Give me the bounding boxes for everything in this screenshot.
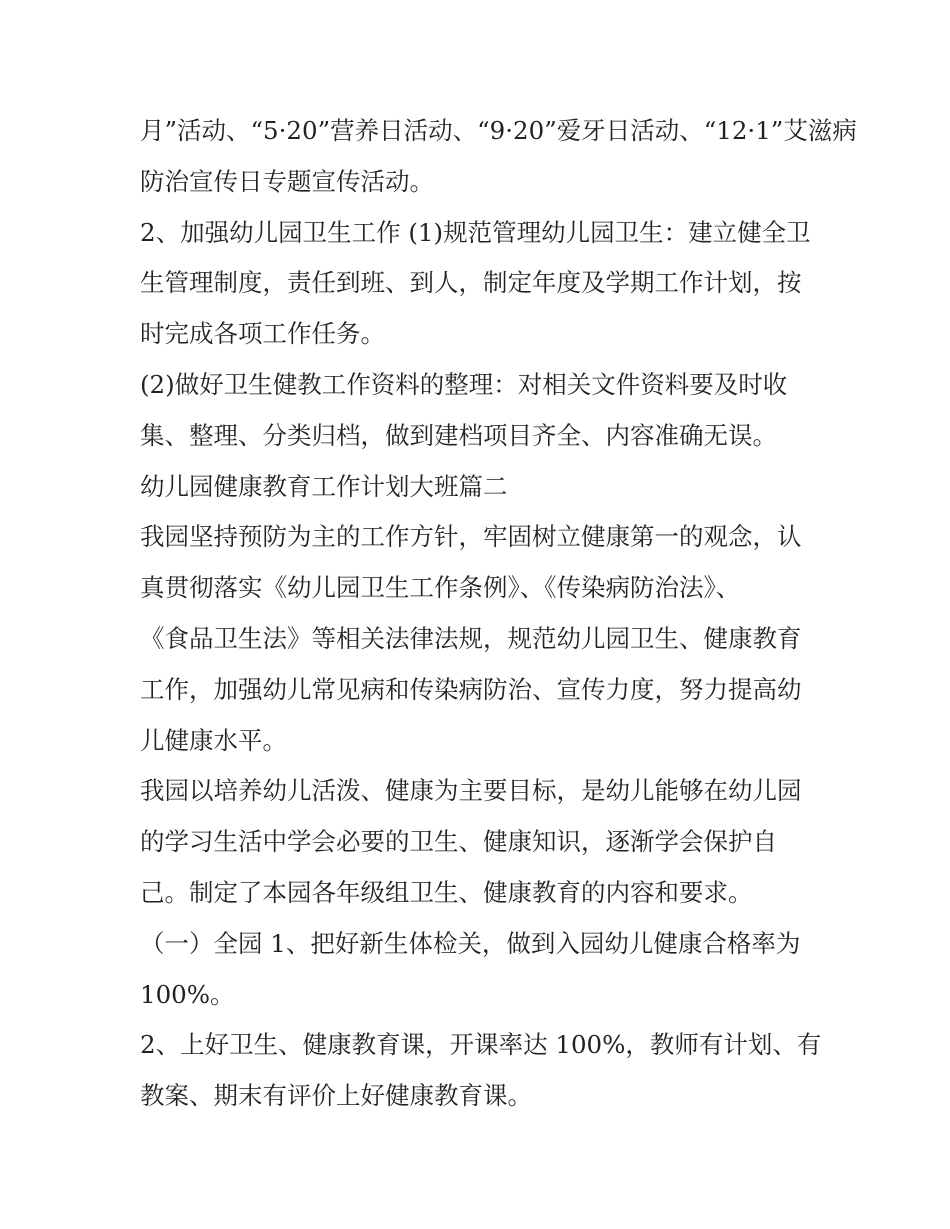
text-line: 我园以培养幼儿活泼、健康为主要目标，是幼儿能够在幼儿园 (140, 776, 802, 806)
text-line: 2、加强幼儿园卫生工作 (1)规范管理幼儿园卫生：建立健全卫 (140, 217, 811, 247)
text-line: 防治宣传日专题宣传活动。 (140, 166, 434, 196)
text-line: 生管理制度，责任到班、到人，制定年度及学期工作计划，按 (140, 268, 802, 298)
text-line: 己。制定了本园各年级组卫生、健康教育的内容和要求。 (140, 877, 753, 907)
text-line: 《食品卫生法》等相关法律法规，规范幼儿园卫生、健康教育 (140, 623, 802, 653)
text-line: 2、上好卫生、健康教育课，开课率达 100%，教师有计划、有 (140, 1030, 822, 1060)
text-line: 月”活动、“5·20”营养日活动、“9·20”爱牙日活动、“12·1”艾滋病 (140, 116, 857, 145)
text-line: 我园坚持预防为主的工作方针，牢固树立健康第一的观念，认 (140, 522, 802, 552)
section-heading: 幼儿园健康教育工作计划大班篇二 (140, 471, 508, 501)
text-line: 儿健康水平。 (140, 725, 287, 755)
document-body (140, 106, 857, 1122)
text-line: 真贯彻落实《幼儿园卫生工作条例》、《传染病防治法》、 (140, 573, 741, 603)
text-line: 集、整理、分类归档，做到建档项目齐全、内容准确无误。 (140, 420, 777, 450)
text-line: 100%。 (140, 979, 235, 1009)
text-line: （一）全园 1、把好新生体检关，做到入园幼儿健康合格率为 (140, 928, 801, 958)
text-line: 的学习生活中学会必要的卫生、健康知识，逐渐学会保护自 (140, 827, 777, 857)
text-line: 时完成各项工作任务。 (140, 319, 385, 349)
text-line: 工作，加强幼儿常见病和传染病防治、宣传力度，努力提高幼 (140, 674, 802, 704)
text-line: (2)做好卫生健教工作资料的整理：对相关文件资料要及时收 (140, 369, 788, 399)
text-line: 教案、期末有评价上好健康教育课。 (140, 1081, 532, 1111)
